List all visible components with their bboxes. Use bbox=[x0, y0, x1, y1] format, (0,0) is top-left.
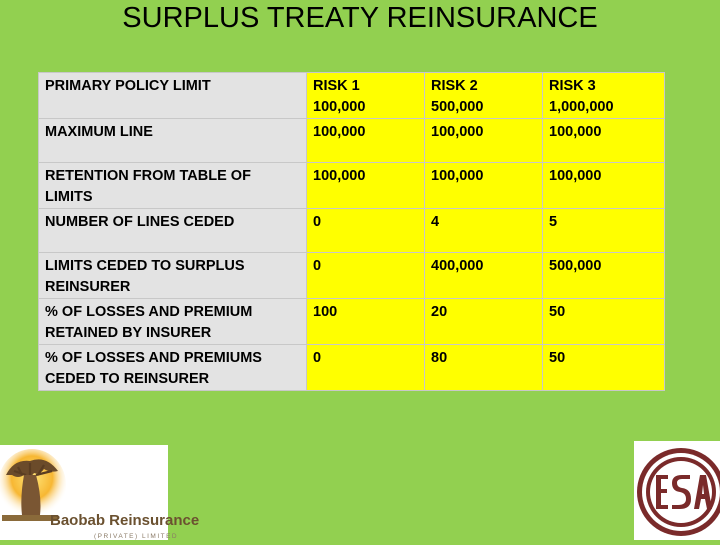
risk-1-value: 100,000 bbox=[307, 119, 425, 163]
risk-3-value: 100,000 bbox=[543, 119, 665, 163]
risk-1-value: 100,000 bbox=[307, 163, 425, 209]
table-row bbox=[39, 119, 665, 163]
risk-3-value: 100,000 bbox=[543, 163, 665, 209]
table-row bbox=[39, 253, 665, 299]
table-row bbox=[39, 299, 665, 345]
risk-2-value: 400,000 bbox=[425, 253, 543, 299]
esa-logo bbox=[634, 441, 720, 540]
surplus-treaty-table bbox=[38, 72, 665, 391]
risk-3-value: 5 bbox=[543, 209, 665, 253]
row-label: % OF LOSSES AND PREMIUMS CEDED TO REINSURER bbox=[39, 345, 307, 391]
slide-title: SURPLUS TREATY REINSURANCE bbox=[122, 2, 598, 34]
risk-2-value: 80 bbox=[425, 345, 543, 391]
risk-3-value: 50 bbox=[543, 299, 665, 345]
risk-3-value: 50 bbox=[543, 345, 665, 391]
risk-1-header: RISK 1 100,000 bbox=[307, 73, 425, 119]
row-label: MAXIMUM LINE bbox=[39, 119, 307, 163]
table-row bbox=[39, 163, 665, 209]
svg-text:Baobab Reinsurance: Baobab Reinsurance bbox=[50, 512, 200, 529]
baobab-reinsurance-logo bbox=[0, 445, 200, 540]
table-row bbox=[39, 209, 665, 253]
table-row bbox=[39, 345, 665, 391]
row-label: LIMITS CEDED TO SURPLUS REINSURER bbox=[39, 253, 307, 299]
baobab-tree-icon bbox=[0, 445, 200, 540]
risk-1-value: 0 bbox=[307, 253, 425, 299]
row-label: NUMBER OF LINES CEDED bbox=[39, 209, 307, 253]
table-header-row bbox=[39, 73, 665, 119]
risk-2-value: 4 bbox=[425, 209, 543, 253]
risk-2-header: RISK 2 500,000 bbox=[425, 73, 543, 119]
risk-1-value: 100 bbox=[307, 299, 425, 345]
risk-1-value: 0 bbox=[307, 209, 425, 253]
risk-2-value: 100,000 bbox=[425, 119, 543, 163]
risk-3-value: 500,000 bbox=[543, 253, 665, 299]
row-label: RETENTION FROM TABLE OF LIMITS bbox=[39, 163, 307, 209]
risk-3-header: RISK 3 1,000,000 bbox=[543, 73, 665, 119]
risk-2-value: 100,000 bbox=[425, 163, 543, 209]
esa-emblem-icon bbox=[634, 441, 720, 540]
row-label: % OF LOSSES AND PREMIUM RETAINED BY INSURER bbox=[39, 299, 307, 345]
primary-policy-limit-label: PRIMARY POLICY LIMIT bbox=[39, 73, 307, 119]
svg-text:(PRIVATE) LIMITED: (PRIVATE) LIMITED bbox=[94, 533, 179, 540]
risk-1-value: 0 bbox=[307, 345, 425, 391]
risk-2-value: 20 bbox=[425, 299, 543, 345]
